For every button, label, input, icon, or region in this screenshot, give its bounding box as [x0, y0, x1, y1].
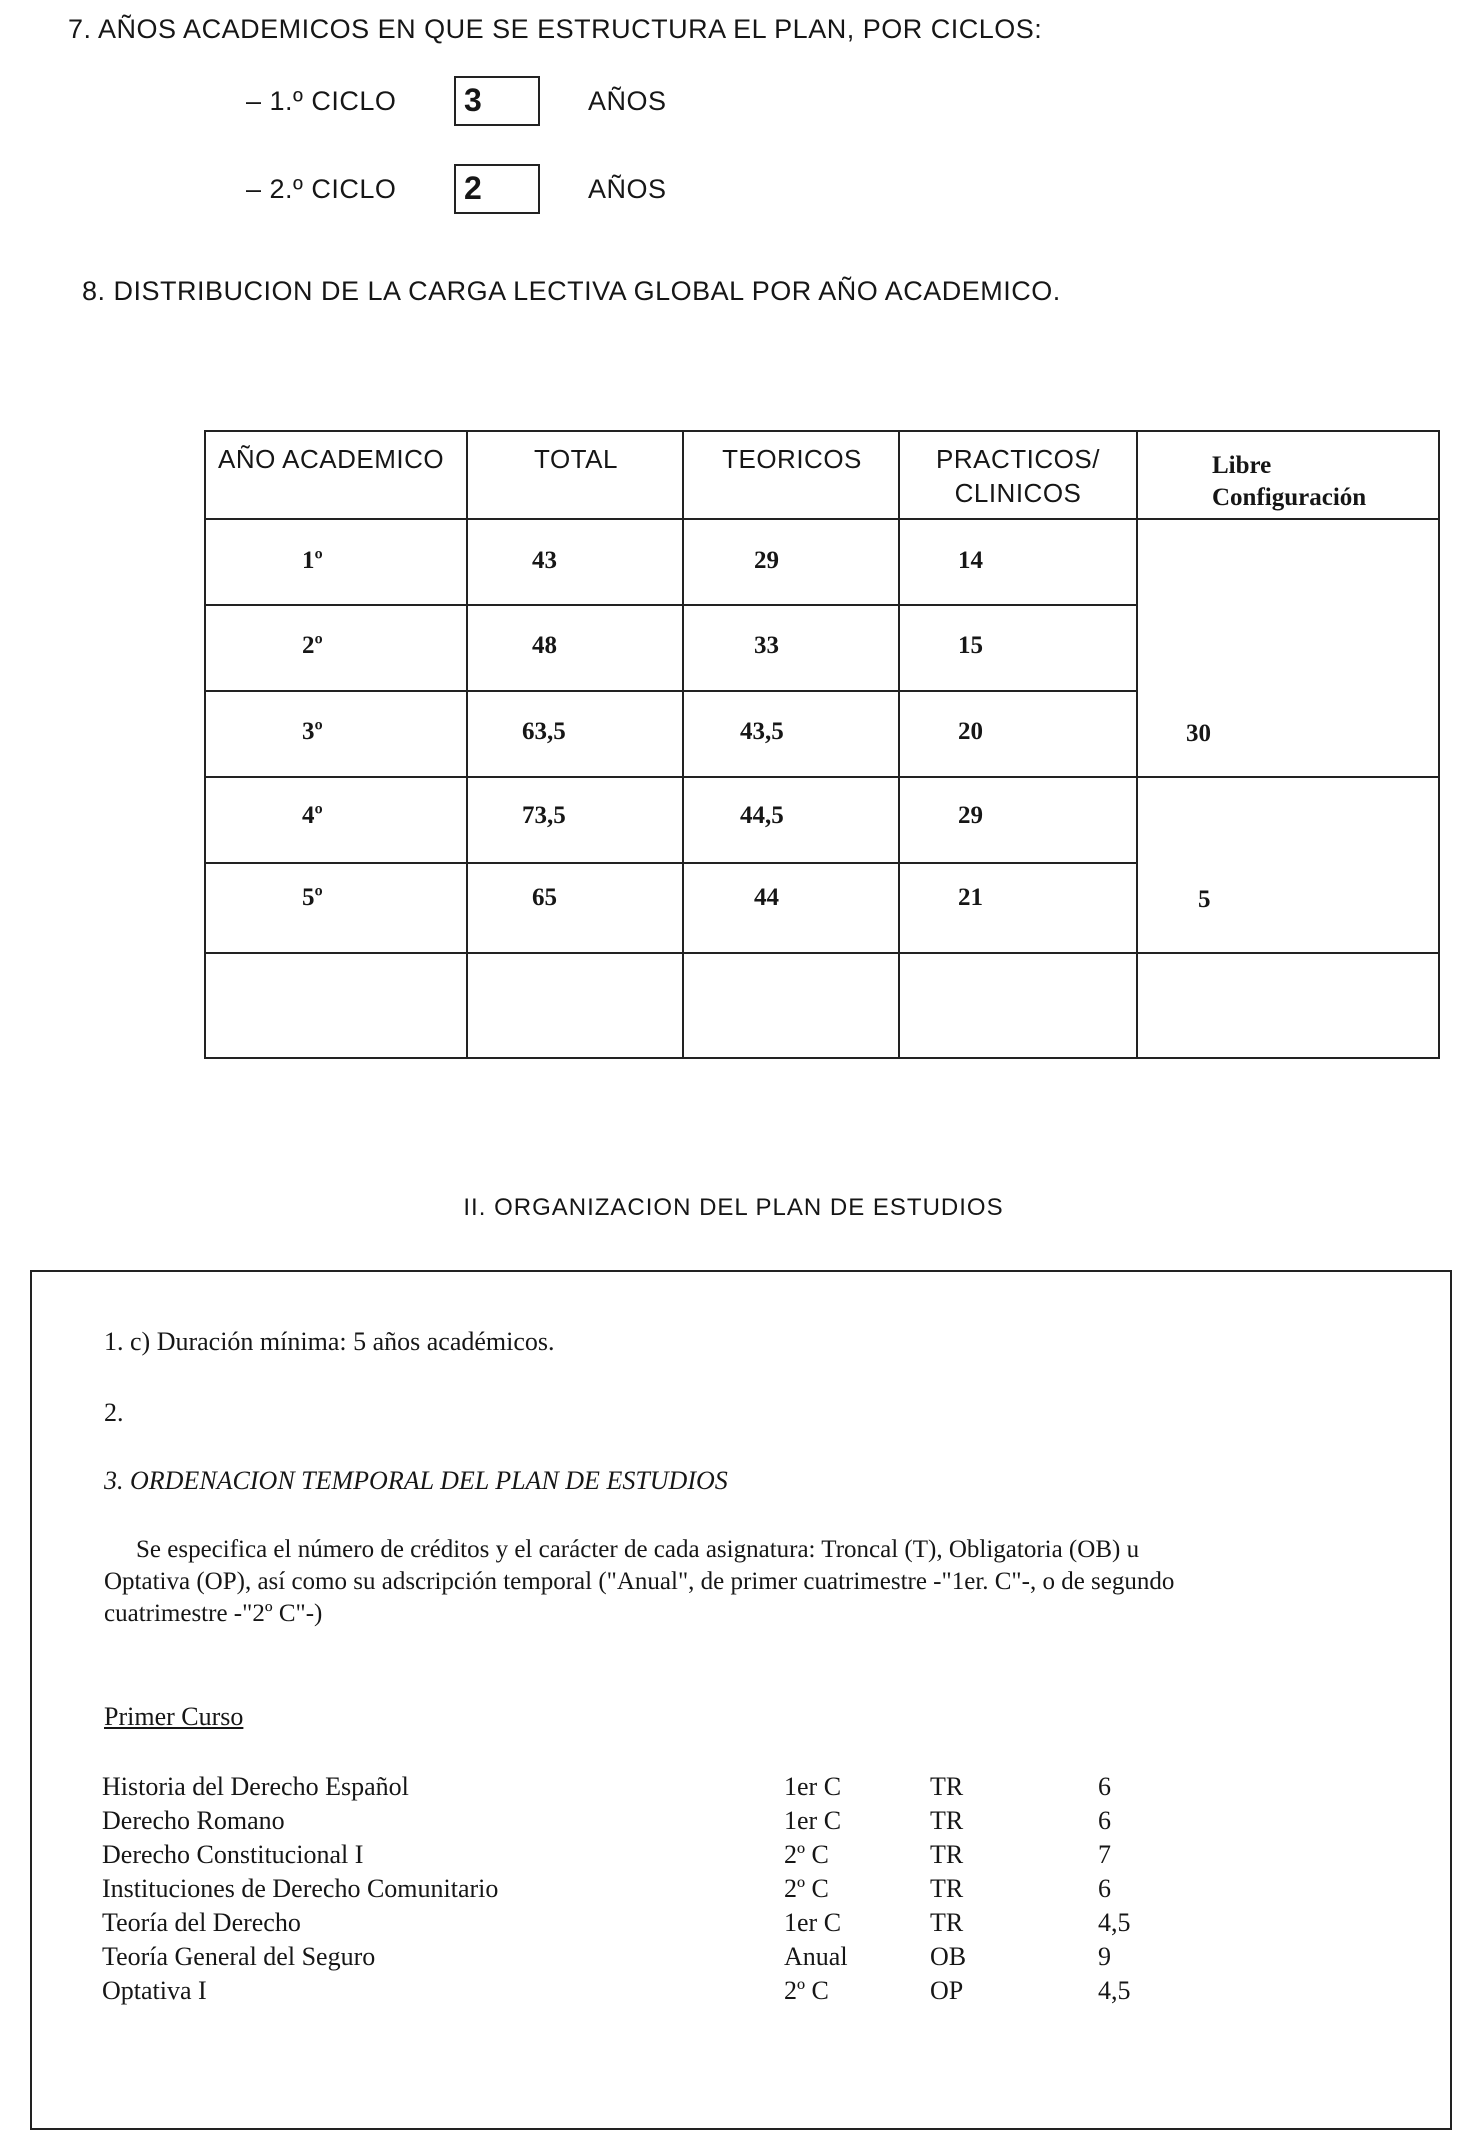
table-vline — [466, 432, 468, 1057]
plan-description — [104, 1534, 1204, 1630]
course-row — [32, 1772, 1332, 1806]
course-name: Teoría del Derecho — [102, 1908, 301, 1937]
header-theory: TEORICOS — [722, 444, 862, 474]
row-1-practice: 14 — [958, 547, 983, 574]
header-practice-line2: CLINICOS — [954, 478, 1082, 508]
row-2-year: 2º — [302, 632, 323, 659]
course-row — [32, 1908, 1332, 1942]
row-2-practice: 15 — [958, 632, 983, 659]
temporal-order-heading: 3. ORDENACION TEMPORAL DEL PLAN DE ESTUDIOS — [104, 1466, 728, 1495]
row-4-theory: 44,5 — [740, 802, 784, 829]
table-vline — [1136, 432, 1138, 1057]
section-ii-title: II. ORGANIZACION DEL PLAN DE ESTUDIOS — [463, 1194, 1004, 1221]
cycle-1-unit: AÑOS — [588, 86, 667, 116]
row-2-theory: 33 — [754, 632, 779, 659]
course-name: Derecho Constitucional I — [102, 1840, 364, 1869]
course-semester: 1er C — [784, 1908, 842, 1937]
course-type: OP — [930, 1976, 964, 2005]
course-semester: 1er C — [784, 1806, 842, 1835]
course-credits: 6 — [1098, 1772, 1111, 1801]
table-hline — [206, 862, 1138, 864]
table-vline — [898, 432, 900, 1057]
course-credits: 4,5 — [1098, 1908, 1131, 1937]
course-type: TR — [930, 1806, 964, 1835]
table-vline — [682, 432, 684, 1057]
course-type: TR — [930, 1874, 964, 1903]
row-3-practice: 20 — [958, 718, 983, 745]
row-3-year: 3º — [302, 718, 323, 745]
cycle-1-label: – 1.º CICLO — [246, 86, 397, 116]
course-credits: 6 — [1098, 1874, 1111, 1903]
row-5-theory: 44 — [754, 884, 779, 911]
course-semester: 1er C — [784, 1772, 842, 1801]
plan-description-text: Se especifica el número de créditos y el carácter de cada asignatura: Troncal (T), Obligatoria (OB) u Optativa (OP), así como su adscripción temporal ("Anual", de primer cuatrimestre -"1er. C"-, o de segundo cuatrimestre -"2º C"-) — [104, 1536, 1175, 1627]
header-practice — [900, 432, 1136, 518]
course-credits: 9 — [1098, 1942, 1111, 1971]
cycle-1-value-box — [454, 76, 540, 126]
course-semester: Anual — [784, 1942, 848, 1971]
course-type: OB — [930, 1942, 967, 1971]
course-credits: 6 — [1098, 1806, 1111, 1835]
course-name: Historia del Derecho Español — [102, 1772, 409, 1801]
row-2-total: 48 — [532, 632, 557, 659]
cycle-2-label: – 2.º CICLO — [246, 174, 397, 204]
row-5-practice: 21 — [958, 884, 983, 911]
header-total: TOTAL — [534, 444, 618, 474]
table-hline — [206, 776, 1438, 778]
plan-organization-box — [30, 1270, 1452, 2130]
section-8-heading: 8. DISTRIBUCION DE LA CARGA LECTIVA GLOBAL POR AÑO ACADEMICO. — [82, 276, 1061, 306]
header-free-line1: Libre — [1212, 452, 1272, 479]
row-4-practice: 29 — [958, 802, 983, 829]
course-semester: 2º C — [784, 1840, 829, 1869]
course-credits: 7 — [1098, 1840, 1111, 1869]
row-1-year: 1º — [302, 547, 323, 574]
course-row — [32, 1806, 1332, 1840]
row-5-total: 65 — [532, 884, 557, 911]
row-3-theory: 43,5 — [740, 718, 784, 745]
row-3-total: 63,5 — [522, 718, 566, 745]
teaching-load-table — [204, 430, 1440, 1059]
course-row — [32, 1942, 1332, 1976]
row-4-year: 4º — [302, 802, 323, 829]
item-2: 2. — [104, 1398, 124, 1427]
row-1-total: 43 — [532, 547, 557, 574]
cycle-2-unit: AÑOS — [588, 174, 667, 204]
course-semester: 2º C — [784, 1976, 829, 2005]
table-hline — [206, 518, 1438, 520]
header-practice-line1: PRACTICOS/ — [936, 444, 1100, 474]
header-free-line2: Configuración — [1212, 484, 1367, 511]
course-name: Teoría General del Seguro — [102, 1942, 376, 1971]
course-semester: 2º C — [784, 1874, 829, 1903]
table-hline — [206, 952, 1438, 954]
minimum-duration: 1. c) Duración mínima: 5 años académicos. — [104, 1327, 555, 1356]
course-type: TR — [930, 1772, 964, 1801]
course-row — [32, 1874, 1332, 1908]
table-hline — [206, 604, 1138, 606]
course-name: Derecho Romano — [102, 1806, 285, 1835]
cycle-1-value: 3 — [464, 82, 483, 118]
course-name: Optativa I — [102, 1976, 207, 2005]
course-name: Instituciones de Derecho Comunitario — [102, 1874, 499, 1903]
course-row — [32, 1840, 1332, 1874]
course-type: TR — [930, 1840, 964, 1869]
header-free-config — [1138, 432, 1438, 518]
free-config-value-2: 5 — [1198, 886, 1211, 913]
table-hline — [206, 690, 1138, 692]
cycle-2-value-box — [454, 164, 540, 214]
header-academic-year: AÑO ACADEMICO — [218, 444, 445, 474]
section-7-heading: 7. AÑOS ACADEMICOS EN QUE SE ESTRUCTURA EL PLAN, POR CICLOS: — [68, 14, 1043, 44]
first-year-title: Primer Curso — [104, 1702, 244, 1731]
course-credits: 4,5 — [1098, 1976, 1131, 2005]
free-config-value-1: 30 — [1186, 720, 1211, 747]
row-4-total: 73,5 — [522, 802, 566, 829]
cycle-2-value: 2 — [464, 170, 483, 206]
row-5-year: 5º — [302, 884, 323, 911]
course-row — [32, 1976, 1332, 2010]
row-1-theory: 29 — [754, 547, 779, 574]
course-type: TR — [930, 1908, 964, 1937]
